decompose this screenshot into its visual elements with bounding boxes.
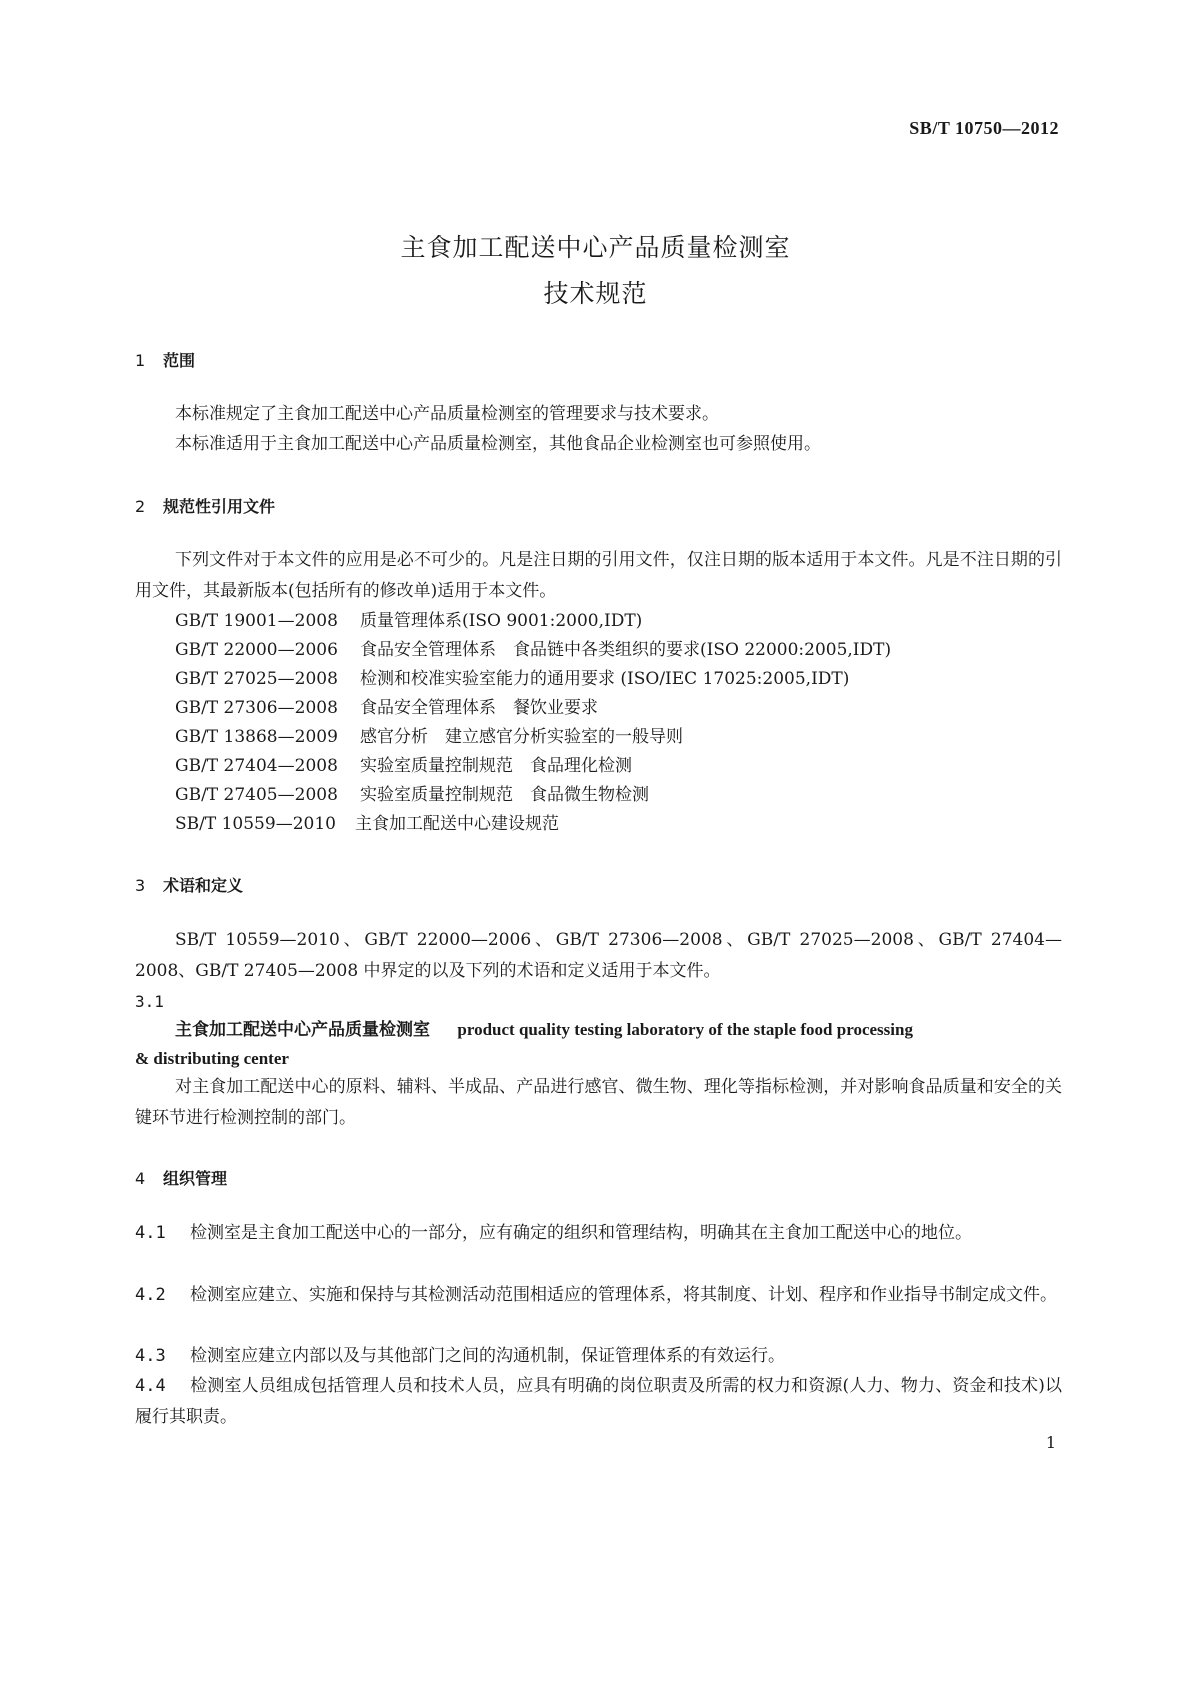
references-intro-text: 下列文件对于本文件的应用是必不可少的。凡是注日期的引用文件，仅注日期的版本适用于本文件。凡是不注日期的引用文件，其最新版本(包括所有的修改单)适用于本文件。 [135,550,1062,601]
reference-code: GB/T 13868—2009 [175,727,338,747]
reference-title: 感官分析 建立感官分析实验室的一般导则 [360,727,683,747]
reference-item [175,812,559,836]
clause-number: 4.1 [135,1223,166,1243]
reference-title: 食品安全管理体系 食品链中各类组织的要求(ISO 22000:2005,IDT) [360,640,892,660]
section-2-heading [135,494,275,517]
reference-code: GB/T 22000—2006 [175,640,338,660]
reference-code: GB/T 19001—2008 [175,611,338,631]
reference-item [175,783,649,807]
section-1-heading [135,348,195,371]
clause-text: 检测室人员组成包括管理人员和技术人员，应具有明确的岗位职责及所需的权力和资源(人力、物力、资金和技术)以履行其职责。 [135,1376,1062,1427]
section-number: 1 [135,351,146,370]
reference-item [175,754,632,778]
section-number: 4 [135,1169,146,1188]
clause-item [135,1341,1062,1372]
terms-intro [135,925,1062,987]
reference-code: SB/T 10559—2010 [175,814,336,834]
reference-title: 实验室质量控制规范 食品微生物检测 [360,785,649,805]
term-english-continued: & distributing center [135,1049,289,1068]
clause-text: 检测室是主食加工配送中心的一部分，应有确定的组织和管理结构，明确其在主食加工配送中心的地位。 [190,1223,972,1243]
term-entry [175,1018,913,1042]
references-intro [135,545,1062,607]
reference-item [175,725,683,749]
clause-item [135,1218,1062,1249]
section-number: 2 [135,497,146,516]
section-3-heading [135,873,243,896]
scope-paragraph-1: 本标准规定了主食加工配送中心产品质量检测室的管理要求与技术要求。 [175,404,719,424]
reference-item [175,696,598,720]
page-number: 1 [1045,1433,1056,1452]
reference-code: GB/T 27404—2008 [175,756,338,776]
section-title: 范围 [163,351,196,370]
document-subtitle: 技术规范 [543,279,648,308]
section-title: 规范性引用文件 [163,497,276,516]
reference-title: 食品安全管理体系 餐饮业要求 [360,698,598,718]
term-number: 3.1 [135,992,164,1011]
clause-text: 检测室应建立内部以及与其他部门之间的沟通机制，保证管理体系的有效运行。 [190,1346,785,1366]
clause-number: 4.4 [135,1376,166,1396]
clause-number: 4.3 [135,1346,166,1366]
term-definition-text: 对主食加工配送中心的原料、辅料、半成品、产品进行感官、微生物、理化等指标检测，并对影响食品质量和安全的关键环节进行检测控制的部门。 [135,1077,1062,1128]
term-definition [135,1072,1062,1134]
reference-title: 检测和校准实验室能力的通用要求 (ISO/IEC 17025:2005,IDT) [360,669,850,689]
section-number: 3 [135,876,146,895]
section-title: 术语和定义 [163,876,244,895]
standard-code: SB/T 10750—2012 [909,118,1059,138]
document-title: 主食加工配送中心产品质量检测室 [400,233,791,262]
term-chinese: 主食加工配送中心产品质量检测室 [175,1020,430,1040]
reference-item [175,609,642,633]
scope-paragraph-2: 本标准适用于主食加工配送中心产品质量检测室，其他食品企业检测室也可参照使用。 [175,434,821,454]
reference-title: 质量管理体系(ISO 9001:2000,IDT) [360,611,643,631]
term-english: product quality testing laboratory of the staple food processing [457,1020,913,1039]
reference-code: GB/T 27405—2008 [175,785,338,805]
clause-item [135,1371,1062,1433]
clause-number: 4.2 [135,1285,166,1305]
reference-item [175,667,849,691]
reference-title: 主食加工配送中心建设规范 [355,814,559,834]
reference-title: 实验室质量控制规范 食品理化检测 [360,756,632,776]
reference-code: GB/T 27025—2008 [175,669,338,689]
clause-item [135,1280,1062,1311]
terms-intro-text: SB/T 10559—2010、GB/T 22000—2006、GB/T 27306—2008、GB/T 27025—2008、GB/T 27404—2008、GB/T 27405—2008 中界定的以及下列的术语和定义适用于本文件。 [135,930,1062,981]
reference-item [175,638,891,662]
reference-code: GB/T 27306—2008 [175,698,338,718]
section-title: 组织管理 [163,1169,228,1188]
clause-text: 检测室应建立、实施和保持与其检测活动范围相适应的管理体系，将其制度、计划、程序和作业指导书制定成文件。 [190,1285,1057,1305]
section-4-heading [135,1166,227,1189]
